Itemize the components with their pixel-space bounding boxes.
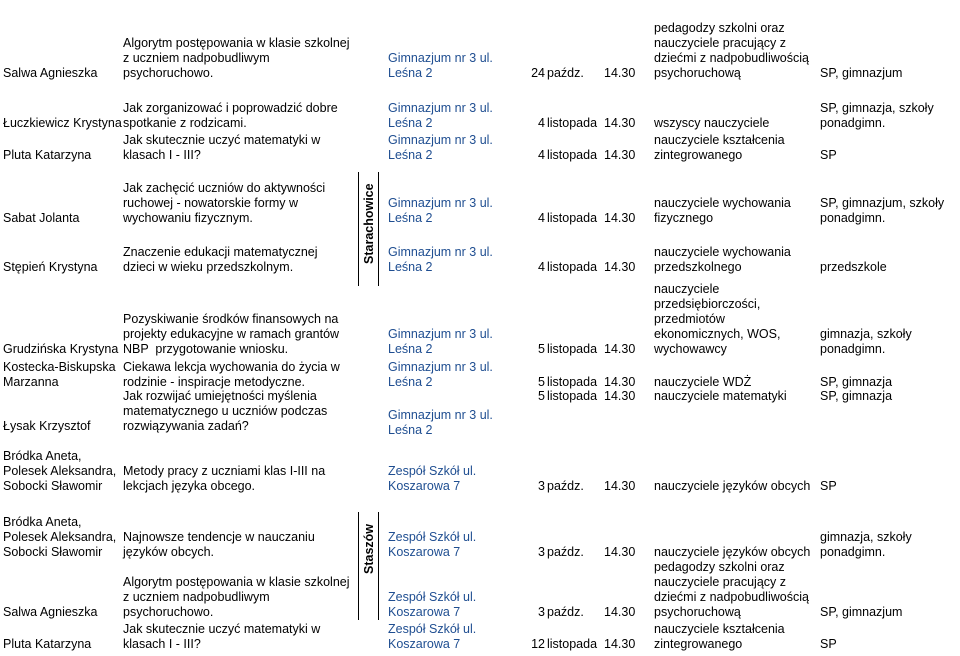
row-3-audience: nauczyciele kształcenia zintegrowanego	[654, 133, 785, 162]
row-4-topic: Jak zachęcić uczniów do aktywności ruchowej - nowatorskie formy w wychowaniu fizycznym.	[123, 181, 326, 225]
row-8-place: Gimnazjum nr 3 ul. Leśna 2	[388, 408, 493, 437]
location-divider-left-2	[358, 512, 359, 620]
row-12-place: Zespół Szkół ul. Koszarowa 7	[388, 622, 477, 651]
row-3-school: SP	[820, 148, 837, 162]
row-7-audience: nauczyciele WDŻ	[654, 375, 752, 389]
row-10-place: Zespół Szkół ul. Koszarowa 7	[388, 530, 477, 559]
row-3-month: listopada	[547, 148, 598, 162]
row-11-audience: pedagodzy szkolni oraz nauczyciele pracujący z dziećmi z nadpobudliwością psychoruchową	[654, 560, 809, 619]
row-5-audience: nauczyciele wychowania przedszkolnego	[654, 245, 791, 274]
row-2-month: listopada	[547, 116, 598, 130]
row-5-school: przedszkole	[820, 260, 887, 274]
row-3-time: 14.30	[604, 148, 636, 162]
row-6-month: listopada	[547, 342, 598, 356]
row-4-month: listopada	[547, 211, 598, 225]
row-5-month: listopada	[547, 260, 598, 274]
row-2-day: 4	[538, 116, 545, 130]
row-8-day: 5	[538, 389, 545, 403]
row-1-time: 14.30	[604, 66, 636, 80]
row-4-time: 14.30	[604, 211, 636, 225]
row-10-school: gimnazja, szkoły ponadgimn.	[820, 530, 912, 559]
row-11-name: Salwa Agnieszka	[3, 605, 98, 619]
row-2-name: Łuczkiewicz Krystyna	[3, 116, 122, 130]
row-8-time: 14.30	[604, 389, 636, 403]
row-11-month: paźdz.	[547, 605, 584, 619]
row-7-place: Gimnazjum nr 3 ul. Leśna 2	[388, 360, 493, 389]
row-10-name: Bródka Aneta, Polesek Aleksandra, Sobocki Sławomir	[3, 515, 117, 559]
row-10-month: paźdz.	[547, 545, 584, 559]
row-5-time: 14.30	[604, 260, 636, 274]
row-11-place: Zespół Szkół ul. Koszarowa 7	[388, 590, 477, 619]
row-12-topic: Jak skutecznie uczyć matematyki w klasach I - III?	[123, 622, 321, 651]
row-6-school: gimnazja, szkoły ponadgimn.	[820, 327, 912, 356]
row-7-day: 5	[538, 375, 545, 389]
row-1-place: Gimnazjum nr 3 ul. Leśna 2	[388, 51, 493, 80]
row-2-audience: wszyscy nauczyciele	[654, 116, 770, 130]
row-5-name: Stępień Krystyna	[3, 260, 98, 274]
location-label-starachowice: Starachowice	[362, 183, 376, 264]
row-1-audience: pedagodzy szkolni oraz nauczyciele pracujący z dziećmi z nadpobudliwością psychoruchową	[654, 21, 809, 80]
location-divider-left	[358, 172, 359, 286]
row-4-place: Gimnazjum nr 3 ul. Leśna 2	[388, 196, 493, 225]
row-3-name: Pluta Katarzyna	[3, 148, 92, 162]
row-6-topic: Pozyskiwanie środków finansowych na projekty edukacyjne w ramach grantów NBP przygotowanie wniosku.	[123, 312, 340, 356]
row-12-day: 12	[531, 637, 545, 651]
row-3-topic: Jak skutecznie uczyć matematyki w klasach I - III?	[123, 133, 321, 162]
row-8-name: Łysak Krzysztof	[3, 419, 91, 433]
row-9-time: 14.30	[604, 479, 636, 493]
row-10-time: 14.30	[604, 545, 636, 559]
row-5-place: Gimnazjum nr 3 ul. Leśna 2	[388, 245, 493, 274]
row-10-topic: Najnowsze tendencje w nauczaniu języków obcych.	[123, 530, 315, 559]
row-12-time: 14.30	[604, 637, 636, 651]
row-4-day: 4	[538, 211, 545, 225]
row-1-school: SP, gimnazjum	[820, 66, 903, 80]
row-9-school: SP	[820, 479, 837, 493]
row-4-school: SP, gimnazjum, szkoły ponadgimn.	[820, 196, 945, 225]
row-9-topic: Metody pracy z uczniami klas I-III na lekcjach języka obcego.	[123, 464, 326, 493]
row-1-name: Salwa Agnieszka	[3, 66, 98, 80]
row-9-audience: nauczyciele języków obcych	[654, 479, 811, 493]
row-11-time: 14.30	[604, 605, 636, 619]
row-1-day: 24	[531, 66, 545, 80]
row-10-day: 3	[538, 545, 545, 559]
row-6-name: Grudzińska Krystyna	[3, 342, 119, 356]
row-10-audience: nauczyciele języków obcych	[654, 545, 811, 559]
row-6-day: 5	[538, 342, 545, 356]
row-9-month: paźdz.	[547, 479, 584, 493]
row-8-school: SP, gimnazja	[820, 389, 893, 403]
row-7-topic: Ciekawa lekcja wychowania do życia w rodzinie - inspiracje metodyczne.	[123, 360, 340, 389]
row-2-time: 14.30	[604, 116, 636, 130]
row-9-day: 3	[538, 479, 545, 493]
row-4-audience: nauczyciele wychowania fizycznego	[654, 196, 791, 225]
row-3-place: Gimnazjum nr 3 ul. Leśna 2	[388, 133, 493, 162]
row-8-topic: Jak rozwijać umiejętności myślenia matematycznego u uczniów podczas rozwiązywania zadań?	[123, 389, 328, 433]
row-7-time: 14.30	[604, 375, 636, 389]
row-5-day: 4	[538, 260, 545, 274]
row-11-topic: Algorytm postępowania w klasie szkolnej z uczniem nadpobudliwym psychoruchowo.	[123, 575, 350, 619]
row-3-day: 4	[538, 148, 545, 162]
row-8-month: listopada	[547, 389, 598, 403]
row-1-month: paźdz.	[547, 66, 584, 80]
row-6-place: Gimnazjum nr 3 ul. Leśna 2	[388, 327, 493, 356]
row-6-audience: nauczyciele przedsiębiorczości, przedmiotów ekonomicznych, WOS, wychowawcy	[654, 282, 781, 356]
row-2-school: SP, gimnazja, szkoły ponadgimn.	[820, 101, 934, 130]
row-9-place: Zespół Szkół ul. Koszarowa 7	[388, 464, 477, 493]
row-12-month: listopada	[547, 637, 598, 651]
row-1-topic: Algorytm postępowania w klasie szkolnej z uczniem nadpobudliwym psychoruchowo.	[123, 36, 350, 80]
row-12-name: Pluta Katarzyna	[3, 637, 92, 651]
row-7-school: SP, gimnazja	[820, 375, 893, 389]
row-2-place: Gimnazjum nr 3 ul. Leśna 2	[388, 101, 493, 130]
row-2-topic: Jak zorganizować i poprowadzić dobre spotkanie z rodzicami.	[123, 101, 338, 130]
row-12-school: SP	[820, 637, 837, 651]
row-5-topic: Znaczenie edukacji matematycznej dzieci w wieku przedszkolnym.	[123, 245, 318, 274]
row-7-month: listopada	[547, 375, 598, 389]
location-divider-right	[378, 172, 379, 286]
row-9-name: Bródka Aneta, Polesek Aleksandra, Sobocki Sławomir	[3, 449, 117, 493]
row-7-name: Kostecka-Biskupska Marzanna	[3, 360, 116, 389]
location-divider-right-2	[378, 512, 379, 620]
row-11-school: SP, gimnazjum	[820, 605, 903, 619]
location-label-staszow: Staszów	[362, 523, 376, 574]
row-12-audience: nauczyciele kształcenia zintegrowanego	[654, 622, 785, 651]
row-8-audience: nauczyciele matematyki	[654, 389, 787, 403]
row-4-name: Sabat Jolanta	[3, 211, 80, 225]
row-11-day: 3	[538, 605, 545, 619]
row-6-time: 14.30	[604, 342, 636, 356]
